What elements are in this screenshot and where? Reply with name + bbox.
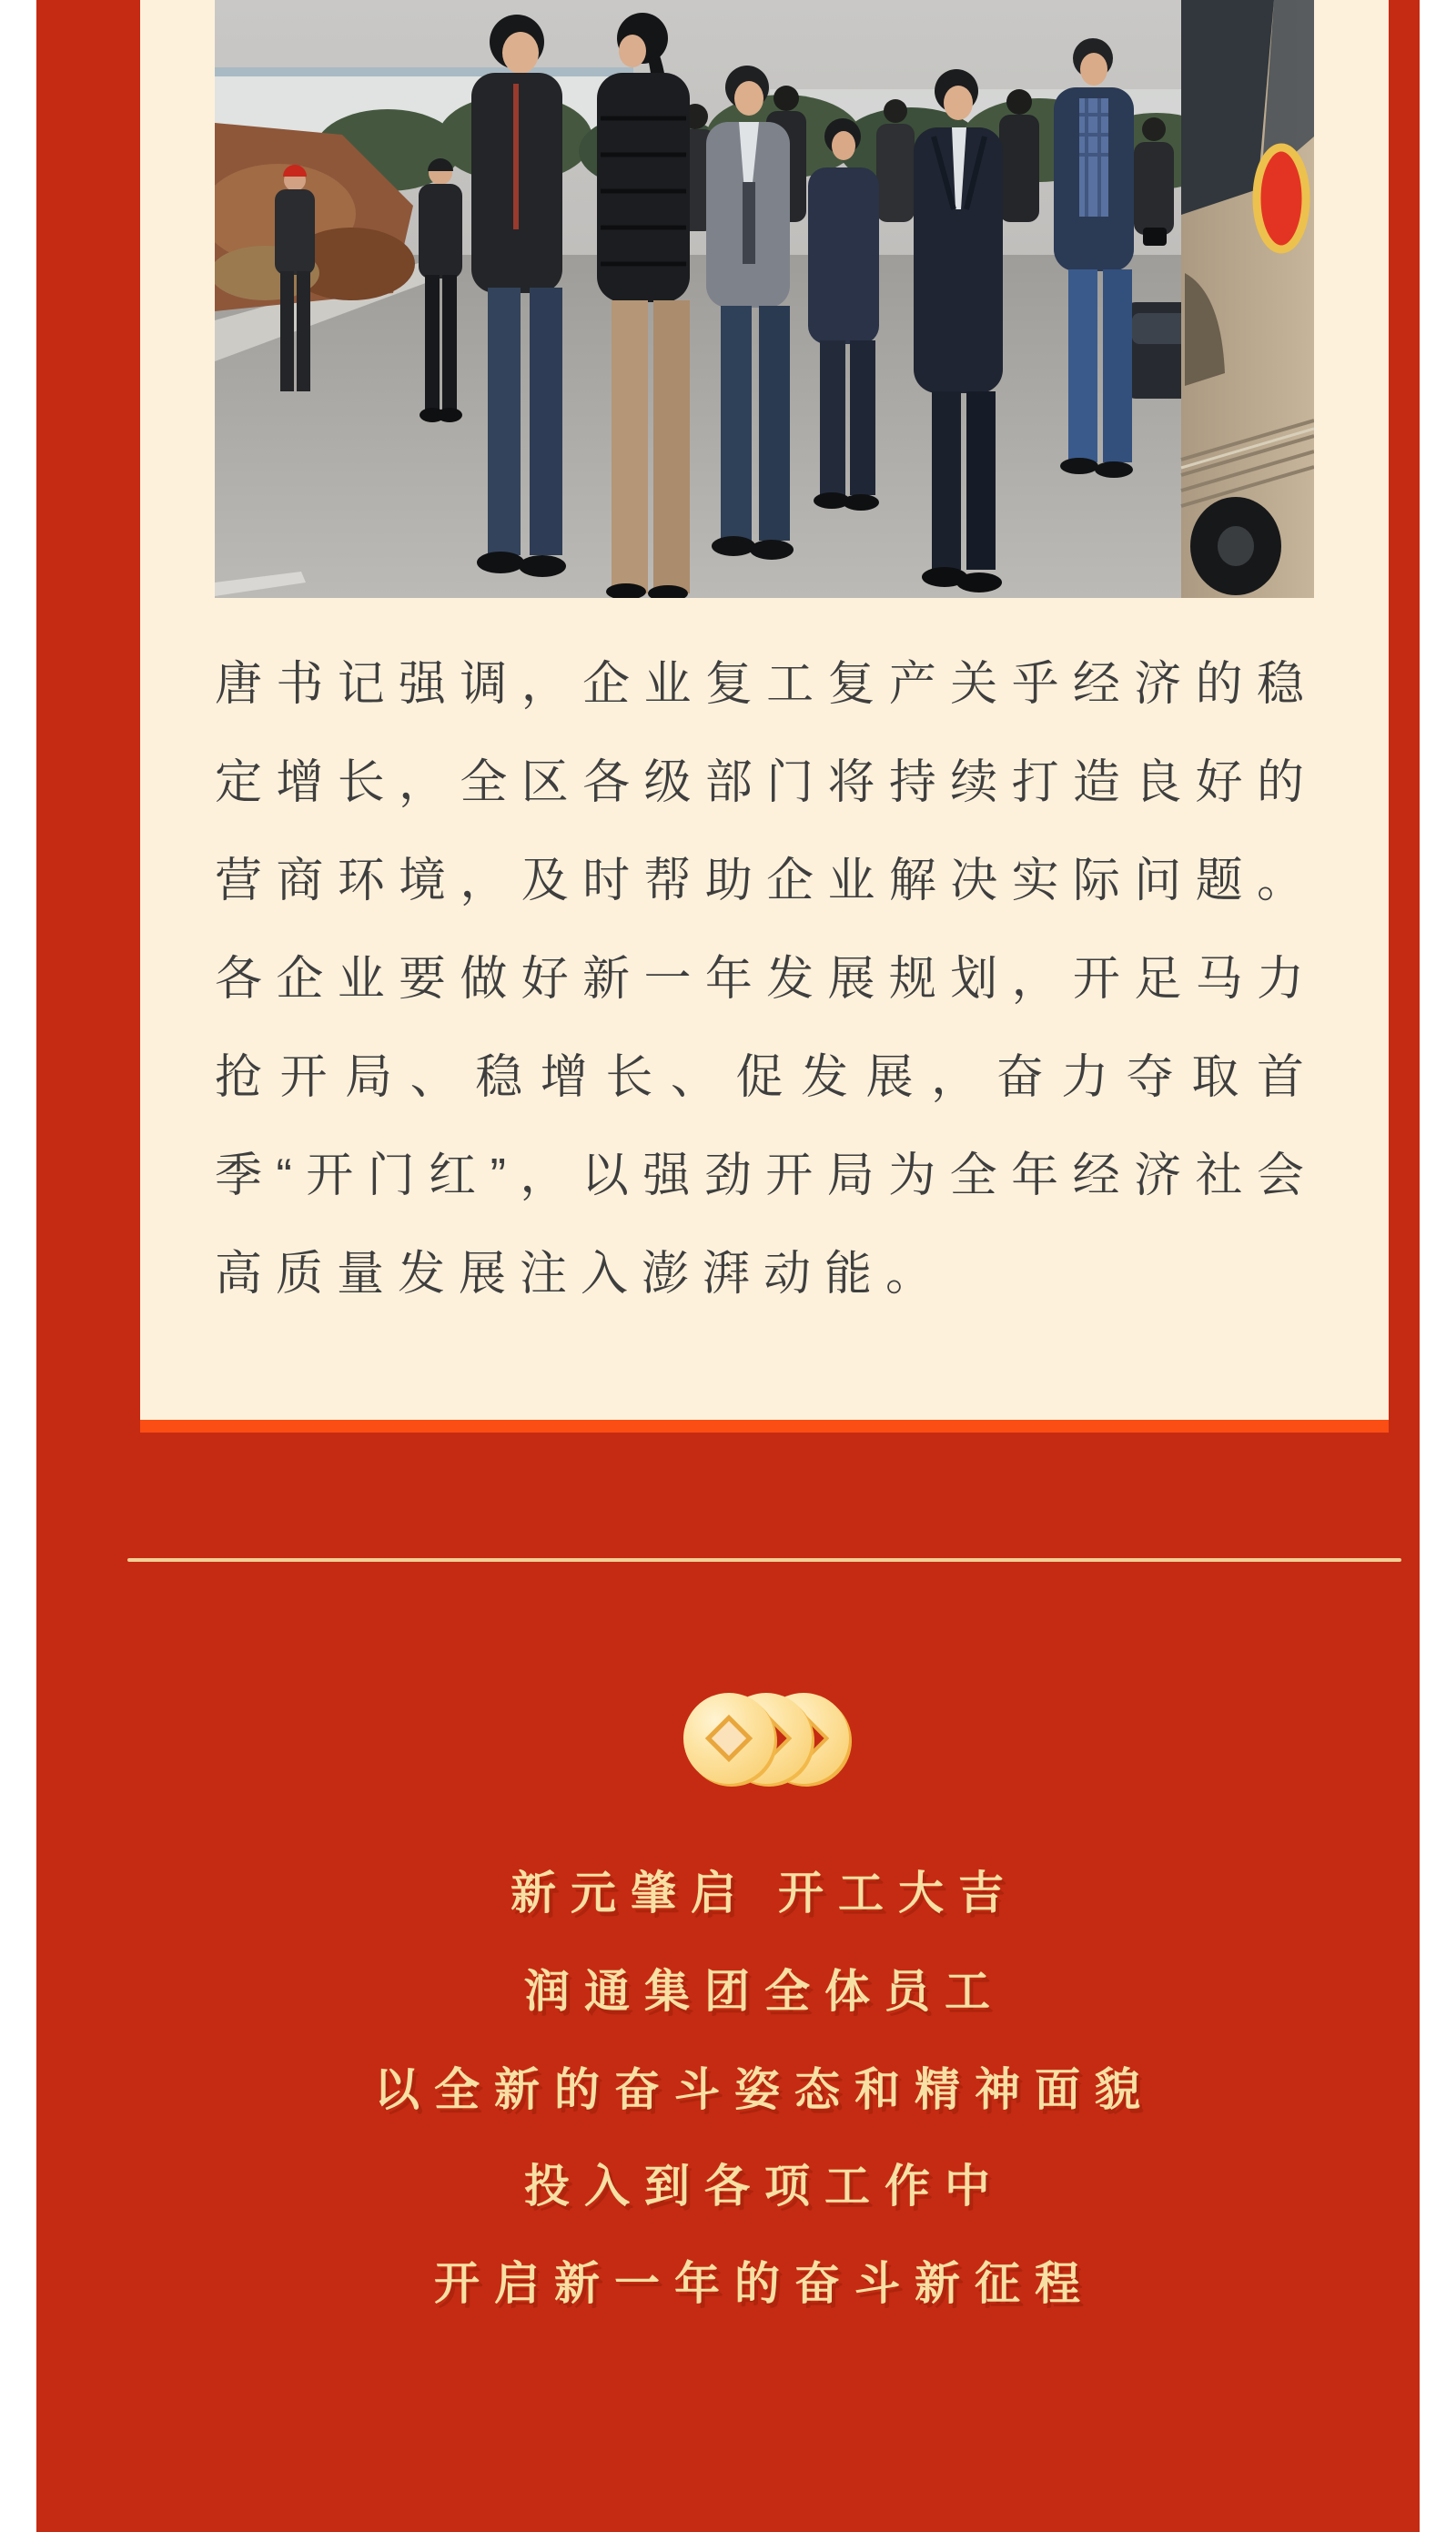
gold-coins-icon — [679, 1691, 852, 1789]
article-paragraph: 唐书记强调，企业复工复产关乎经济的稳定增长，全区各级部门将持续打造良好的营商环境，及时帮助企业解决实际问题。各企业要做好新一年发展规划，开足马力抢开局、稳增长、促发展，奋力夺取首季“开门红”，以强劲开局为全年经济社会高质量发展注入澎湃动能。 — [215, 658, 1318, 1301]
closing-line-5: 开启新一年的奋斗新征程 — [434, 2258, 1095, 2309]
closing-line-2: 润通集团全体员工 — [524, 1966, 1005, 2017]
photo-van — [1181, 0, 1314, 598]
card-bottom-accent-strip — [140, 1420, 1389, 1433]
section-divider — [127, 1558, 1401, 1562]
closing-line-4: 投入到各项工作中 — [524, 2161, 1005, 2212]
closing-line-1: 新元肇启 开工大吉 — [511, 1868, 1018, 1919]
inspection-site-photo — [215, 0, 1314, 598]
red-background-panel — [36, 0, 1420, 2532]
inspection-photo-illustration — [215, 0, 1314, 598]
closing-line-3: 以全新的奋斗姿态和精神面貌 — [374, 2064, 1155, 2115]
